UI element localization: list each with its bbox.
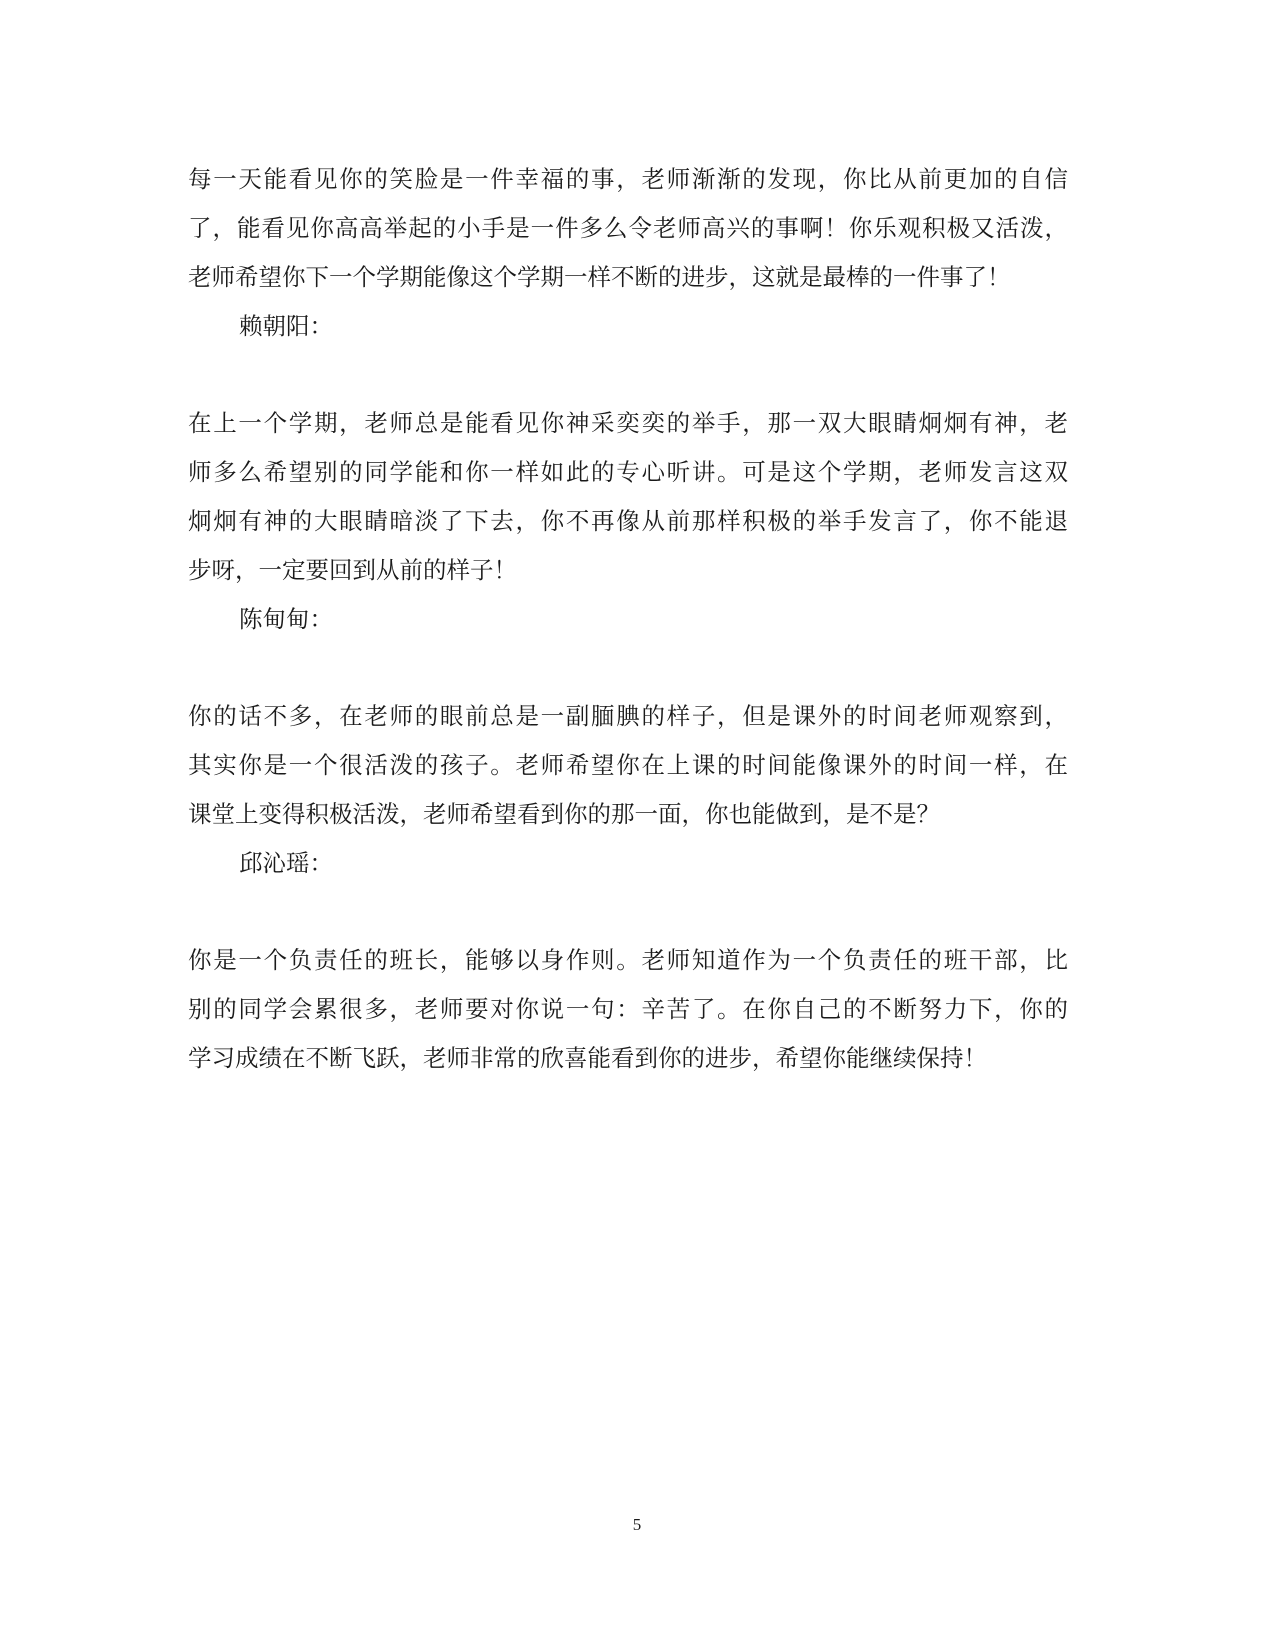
blank-line [188,888,1068,936]
paragraph-4 [188,936,1068,1083]
paragraph-line: 师多么希望别的同学能和你一样如此的专心听讲。可是这个学期，老师发言这双 [188,458,1068,486]
paragraph-1 [188,155,1068,302]
paragraph-line: 每一天能看见你的笑脸是一件幸福的事，老师渐渐的发现，你比从前更加的自信 [188,165,1068,193]
paragraph-line: 其实你是一个很活泼的孩子。老师希望你在上课的时间能像课外的时间一样，在 [188,751,1068,779]
paragraph-2 [188,399,1068,595]
paragraph-line: 步呀，一定要回到从前的样子！ [188,556,517,584]
paragraph-line: 老师希望你下一个学期能像这个学期一样不断的进步，这就是最棒的一件事了！ [188,263,1011,291]
student-name-heading: 赖朝阳： [239,312,333,340]
paragraph-3 [188,692,1068,839]
paragraph-line: 别的同学会累很多，老师要对你说一句：辛苦了。在你自己的不断努力下，你的 [188,995,1068,1023]
paragraph-line: 炯炯有神的大眼睛暗淡了下去，你不再像从前那样积极的举手发言了，你不能退 [188,507,1068,535]
paragraph-line: 了，能看见你高高举起的小手是一件多么令老师高兴的事啊！你乐观积极又活泼， [188,214,1068,242]
document-body [188,155,1068,1083]
blank-line [188,644,1068,692]
paragraph-line: 课堂上变得积极活泼，老师希望看到你的那一面，你也能做到，是不是？ [188,800,940,828]
paragraph-line: 在上一个学期，老师总是能看见你神采奕奕的举手，那一双大眼睛炯炯有神，老 [188,409,1068,437]
paragraph-line: 学习成绩在不断飞跃，老师非常的欣喜能看到你的进步，希望你能继续保持！ [188,1044,987,1072]
blank-line [188,351,1068,399]
paragraph-line: 你的话不多，在老师的眼前总是一副腼腆的样子，但是课外的时间老师观察到， [188,702,1068,730]
student-name-heading: 邱沁瑶： [239,849,333,877]
paragraph-line: 你是一个负责任的班长，能够以身作则。老师知道作为一个负责任的班干部，比 [188,946,1068,974]
student-name-heading: 陈甸甸： [239,605,333,633]
page-number: 5 [632,1515,642,1534]
